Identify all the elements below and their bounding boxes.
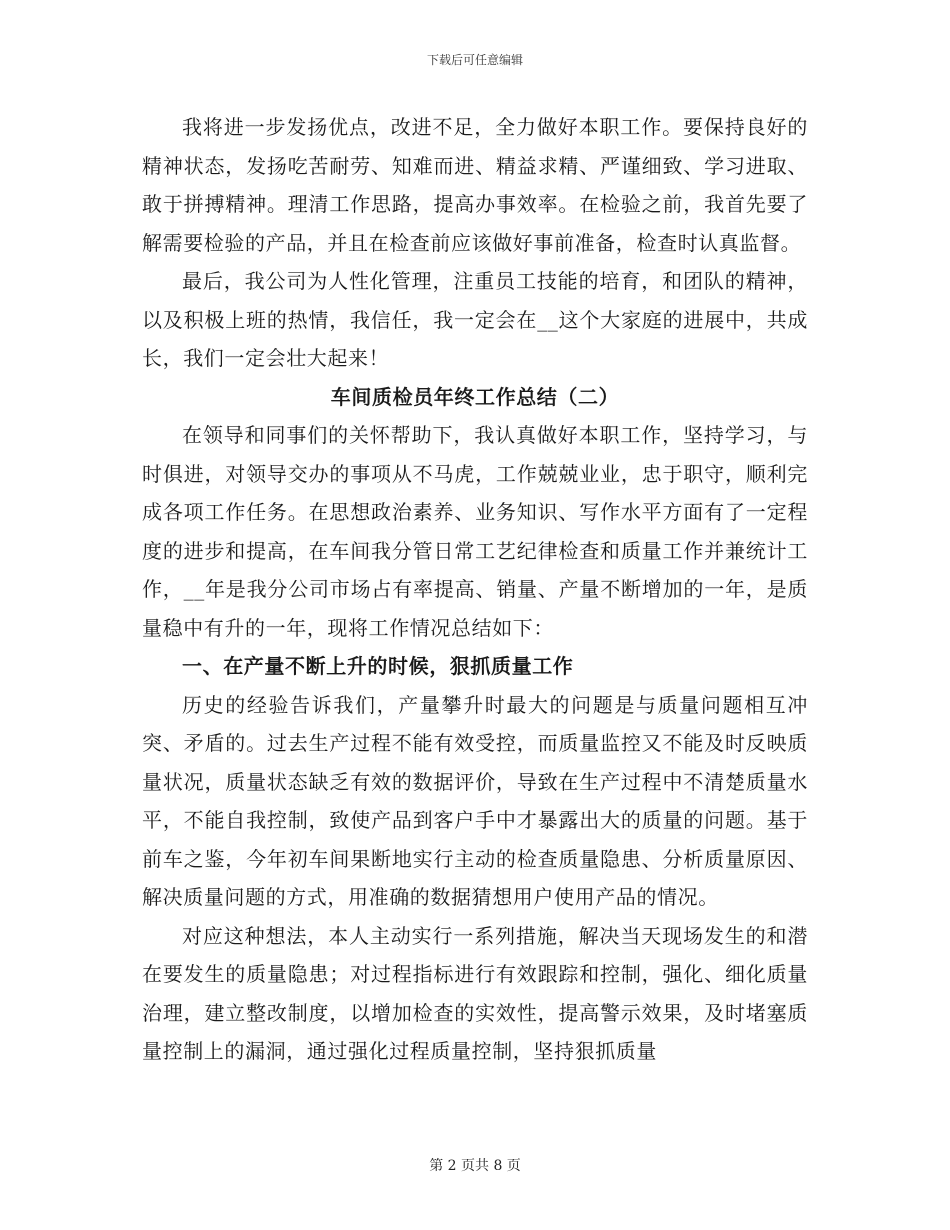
- paragraph: 我将进一步发扬优点，改进不足，全力做好本职工作。要保持良好的精神状态，发扬吃苦耐劳、知难而进、精益求精、严谨细致、学习进取、敢于拼搏精神。理清工作思路，提高办事效率。在检验之前，我首先要了解需要检验的产品，并且在检查前应该做好事前准备，检查时认真监督。: [142, 115, 808, 255]
- paragraph: 对应这种想法，本人主动实行一系列措施，解决当天现场发生的和潜在要发生的质量隐患；对过程指标进行有效跟踪和控制，强化、细化质量治理，建立整改制度，以增加检查的实效性，提高警示效果，及时堵塞质量控制上的漏洞，通过强化过程质量控制，坚持狠抓质量: [142, 923, 808, 1063]
- page-header: 下载后可任意编辑: [426, 53, 523, 67]
- section-heading: 一、在产量不断上升的时候，狠抓质量工作: [182, 654, 574, 678]
- page-footer: 第 2 页共 8 页: [429, 1158, 521, 1174]
- document-body: [142, 108, 808, 1071]
- paragraph: 最后，我公司为人性化管理，注重员工技能的培育，和团队的精神，以及积极上班的热情，我信任，我一定会在__这个大家庭的进展中，共成长，我们一定会壮大起来！: [142, 269, 808, 370]
- paragraph: 历史的经验告诉我们，产量攀升时最大的问题是与质量问题相互冲突、矛盾的。过去生产过程不能有效受控，而质量监控又不能及时反映质量状况，质量状态缺乏有效的数据评价，导致在生产过程中不清楚质量水平，不能自我控制，致使产品到客户手中才暴露出大的质量的问题。基于前车之鉴，今年初车间果断地实行主动的检查质量隐患、分析质量原因、解决质量问题的方式，用准确的数据猜想用户使用产品的情况。: [142, 692, 808, 909]
- section-title: 车间质检员年终工作总结（二）: [330, 384, 620, 409]
- paragraph: 在领导和同事们的关怀帮助下，我认真做好本职工作，坚持学习，与时俱进，对领导交办的事项从不马虎，工作兢兢业业，忠于职守，顺利完成各项工作任务。在思想政治素养、业务知识、写作水平方面有了一定程度的进步和提高，在车间我分管日常工艺纪律检查和质量工作并兼统计工作，__年是我分公司市场占有率提高、销量、产量不断增加的一年，是质量稳中有升的一年，现将工作情况总结如下：: [142, 423, 808, 640]
